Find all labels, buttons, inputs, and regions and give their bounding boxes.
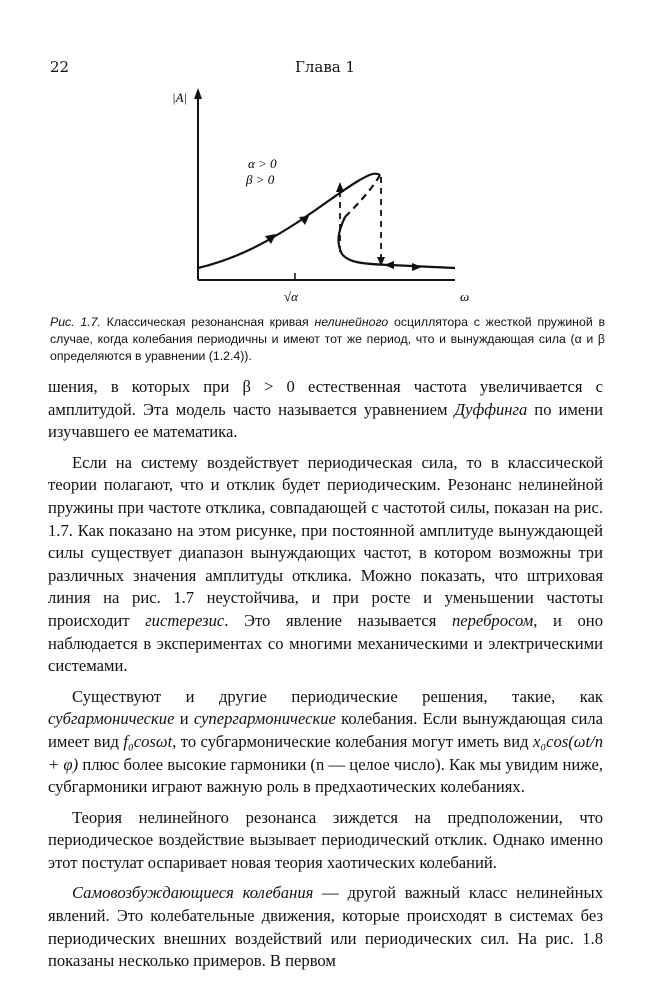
beta-condition: β > 0 [246,172,275,187]
paragraph-5 [48,882,603,972]
sqrt-alpha-label: √α [284,289,298,304]
p5-text-a: — другой важный класс нелинейных явлений. Это колебательные движения, которые происходят в системах без периодических внешних воздействий или периодических сил. На рис. 1.8 показаны несколько примеров. В первом [48,883,604,971]
figure-caption [50,314,605,365]
stable-upper-branch [198,174,380,268]
p3-italic-2: супергармонические [193,709,336,729]
stable-lower-branch [338,217,455,268]
caption-text-1: Классическая резонансная кривая [100,315,315,329]
p3-formula-1: f₀cosωt [123,731,173,751]
p1-text-a: шения, в которых при β > 0 естественная частота увеличивается с амплитудой. Эта модель часто называется уравнением [48,377,603,419]
resonance-curve-figure [160,82,480,307]
curve-arrow-3 [384,261,394,269]
caption-label: Рис. 1.7. [50,315,101,329]
alpha-condition: α > 0 [248,156,277,171]
p2-italic-2: перебросом [451,610,534,630]
p3-text-e: плюс более высокие гармоники (n — целое число). Как мы увидим ниже, субгармоники играют важную роль в предхаотических колебаниях. [48,754,603,797]
p3-formula-2: x₀cos(ωt/n + φ) [48,731,603,774]
caption-text-2: осциллятора с жесткой пружиной в случае, когда колебания периодичны и имеют тот же период, что и вынуждающая сила (α и β определяются в уравнении (1.2.4)). [50,315,605,363]
p2-text-c: , и оно наблюдается в экспериментах со многими механическими и электрическими системами. [48,610,603,676]
p3-text-c: колебания. Если вынуждающая сила имеет вид [48,709,604,751]
paragraph-1 [48,376,603,444]
page-number: 22 [50,58,70,76]
caption-italic: нелинейного [314,315,389,329]
curve-arrow-4 [412,263,422,271]
p2-text-a: Если на систему воздействует периодическая сила, то в классической теории полагают, что и отклик будет периодическим. Резонанс нелинейной пружины при частоте отклика, совпадающей с частотой силы, показан на рис. 1.7. Как показано на этом рисунке, при постоянной амплитуде вынуждающей силы существует диапазон вынуждающих частот, в котором возможны три различных значения амплитуды отклика. Можно показать, что штриховая линия на рис. 1.7 неустойчива, и при росте и уменьшении частоты происходит [48,452,603,630]
running-head: Глава 1 [294,58,356,76]
p3-italic-1: субгармонические [48,709,175,729]
jump-up-arrow [336,182,344,192]
p3-text-a: Существуют и другие периодические решения, такие, как [72,686,603,706]
p3-text-b: и [174,709,194,729]
p3-text-d: , то субгармонические колебания могут иметь вид [172,731,533,751]
y-axis-label: |A| [172,90,188,105]
p1-italic: Дуффинга [454,399,528,419]
p1-text-b: по имени изучавшего ее математика. [48,399,603,442]
paragraph-3 [48,686,603,799]
y-axis-arrow [194,88,202,99]
p2-italic-1: гистерезис [145,610,225,630]
p2-text-b: . Это явление называется [224,610,452,630]
paragraph-4: Теория нелинейного резонанса зиждется на предположении, что периодическое воздействие вызывает периодический отклик. Однако именно этот постулат оспаривает новая теория хаотических колебаний. [48,807,603,872]
curve-arrow-1 [265,234,276,244]
body-text [48,376,603,981]
paragraph-2 [48,452,603,678]
p5-italic: Самовозбуждающиеся колебания [72,883,314,903]
unstable-dashed-branch [345,175,380,217]
x-axis-label: ω [460,289,470,304]
